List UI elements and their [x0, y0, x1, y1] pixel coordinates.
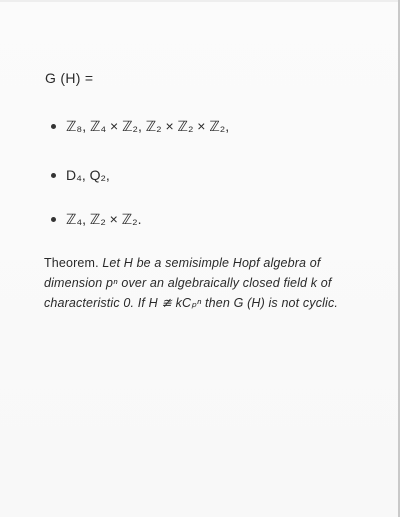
group-like-elements-heading: G (H) =	[45, 70, 94, 86]
bullet-item-order-four-groups	[45, 211, 141, 228]
bullet-icon	[51, 217, 56, 222]
bullet-text: ℤ₈, ℤ₄ × ℤ₂, ℤ₂ × ℤ₂ × ℤ₂,	[66, 118, 230, 134]
theorem-paragraph	[44, 253, 364, 313]
page-top-edge	[0, 0, 400, 2]
bullet-icon	[51, 124, 56, 129]
bullet-item-abelian-groups	[45, 118, 229, 135]
bullet-item-nonabelian-groups	[45, 167, 110, 183]
bullet-text: D₄, Q₂,	[66, 167, 110, 183]
theorem-label: Theorem.	[44, 256, 99, 270]
bullet-icon	[51, 173, 56, 178]
theorem-body: Let H be a semisimple Hopf algebra of dimension pⁿ over an algebraically closed field k of characteristic 0. If H ≇ kCₚⁿ then G (H) is not cyclic.	[44, 256, 338, 310]
bullet-text: ℤ₄, ℤ₂ × ℤ₂.	[66, 211, 142, 227]
